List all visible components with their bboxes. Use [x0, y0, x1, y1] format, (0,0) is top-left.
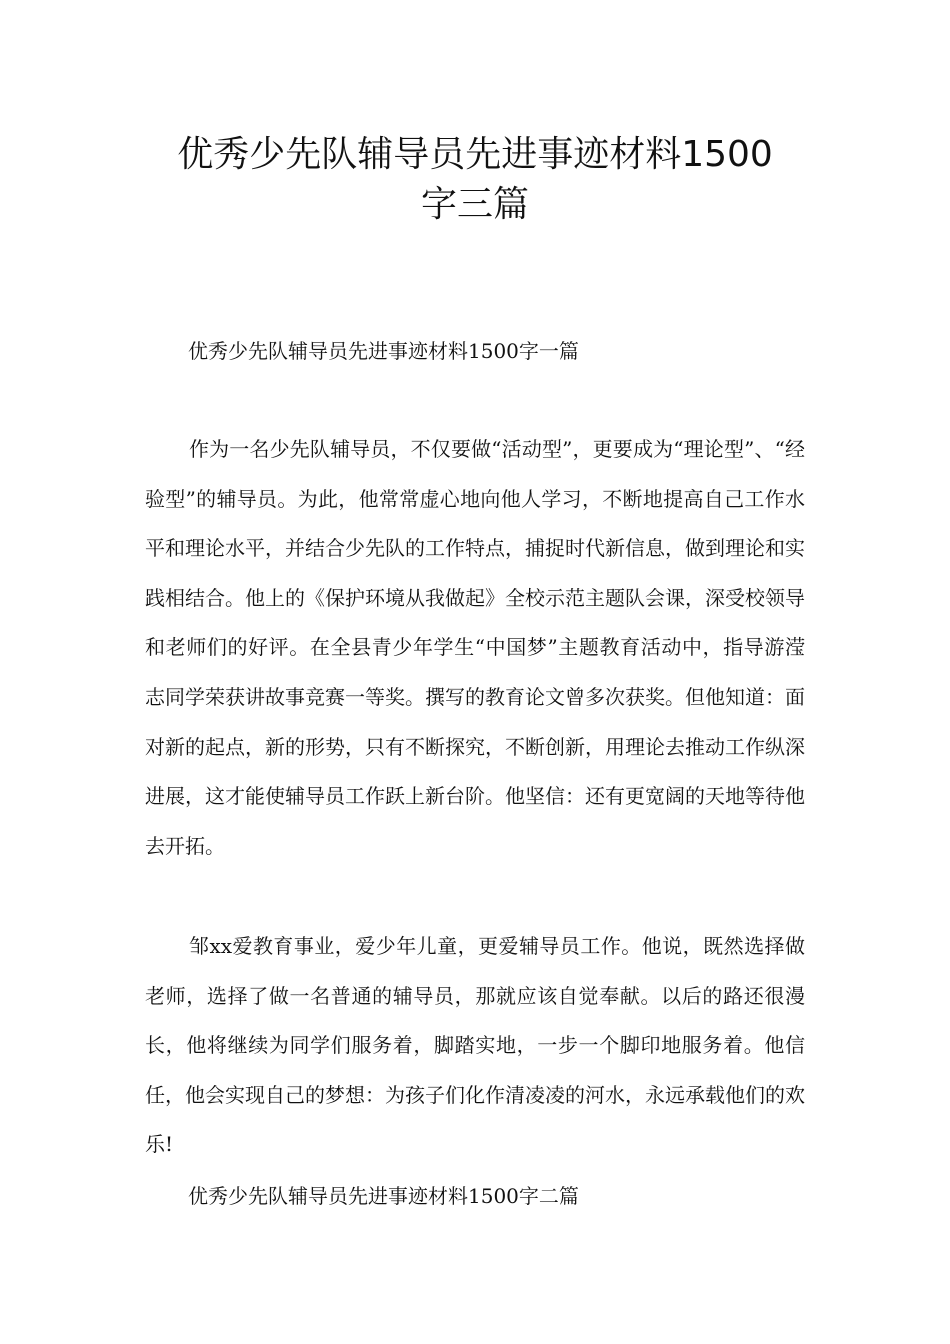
title-line-1: 优秀少先队辅导员先进事迹材料1500 — [177, 134, 773, 175]
title-line-2: 字三篇 — [420, 184, 529, 225]
paragraph: 作为一名少先队辅导员，不仅要做“活动型”，更要成为“理论型”、“经验型”的辅导员。为此，他常常虚心地向他人学习，不断地提高自己工作水平和理论水平，并结合少先队的工作特点，捕捉时代新信息，做到理论和实践相结合。他上的《保护环境从我做起》全校示范主题队会课，深受校领导和老师们的好评。在全县青少年学生“中国梦”主题教育活动中，指导游滢志同学荣获讲故事竞赛一等奖。撰写的教育论文曾多次获奖。但他知道：面对新的起点，新的形势，只有不断探究，不断创新，用理论去推动工作纵深进展，这才能使辅导员工作跃上新台阶。他坚信：还有更宽阔的天地等待他去开拓。 — [145, 437, 805, 858]
paragraph: 邹xx爱教育事业，爱少年儿童，更爱辅导员工作。他说，既然选择做老师，选择了做一名普通的辅导员，那就应该自觉奉献。以后的路还很漫长，他将继续为同学们服务着，脚踏实地，一步一个脚印地服务着。他信任，他会实现自己的梦想：为孩子们化作清凌凌的河水，永远承载他们的欢乐! — [145, 934, 805, 1157]
section-2-heading: 优秀少先队辅导员先进事迹材料1500字二篇 — [188, 1184, 579, 1208]
document-title — [100, 130, 850, 230]
section-1-heading: 优秀少先队辅导员先进事迹材料1500字一篇 — [188, 339, 579, 363]
